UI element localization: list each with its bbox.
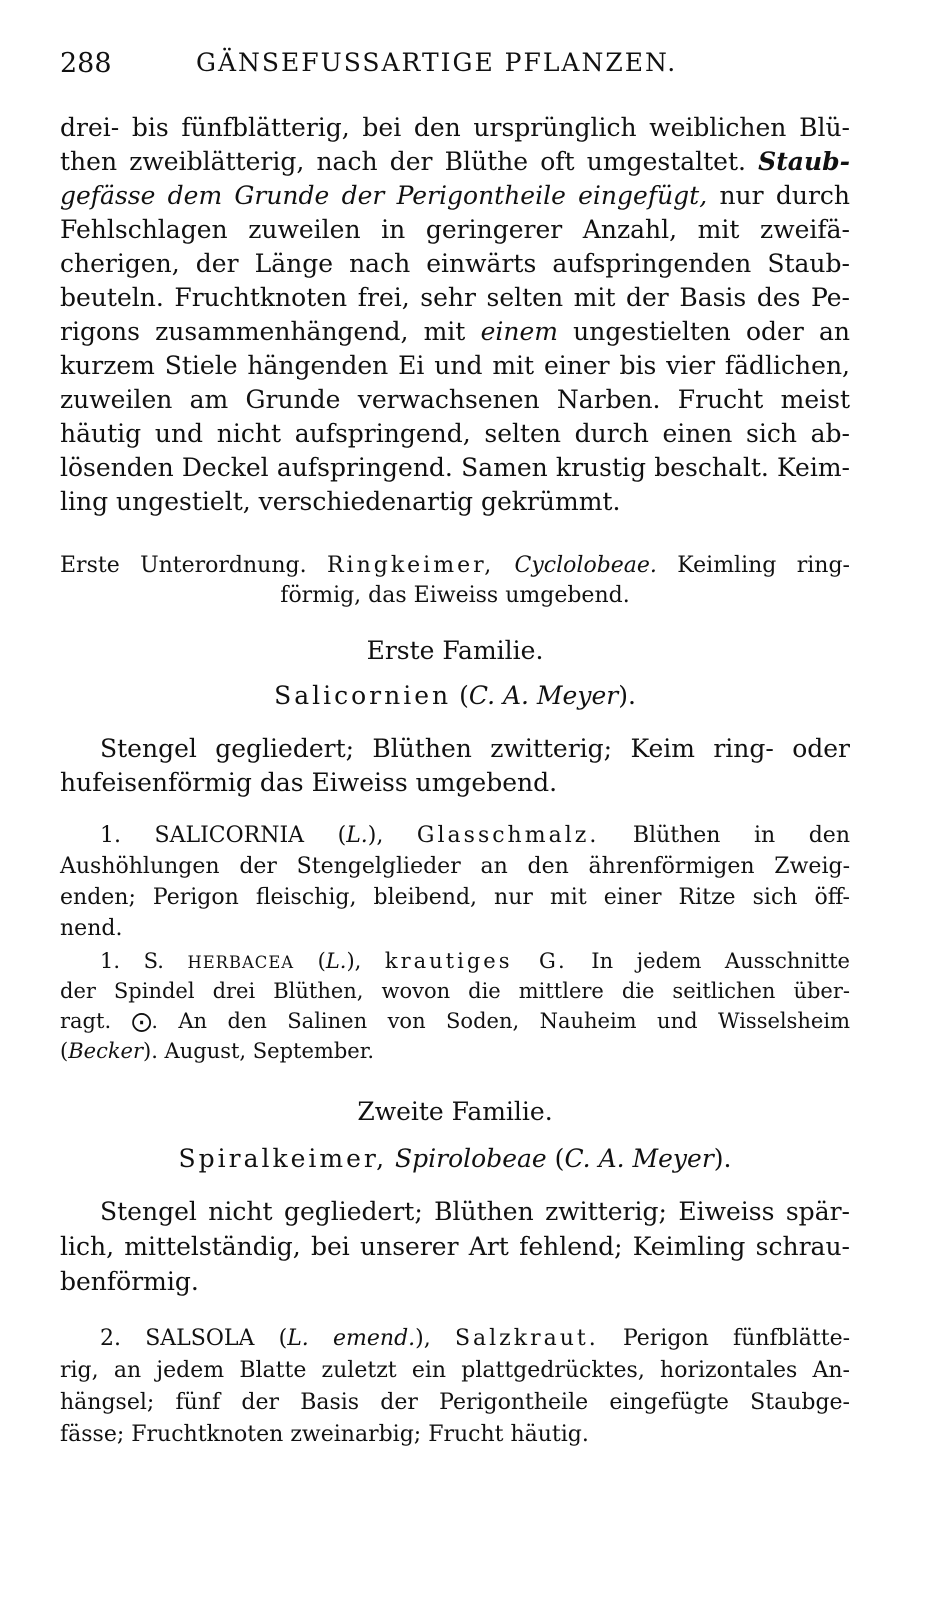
text-line: gefässe dem Grunde der Perigontheile eingefügt, nur durch [60,181,850,210]
text-line: Aushöhlungen der Stengelglieder an den ährenförmigen Zweig- [60,854,850,879]
text-line: beuteln. Fruchtknoten frei, sehr selten mit der Basis des Pe- [60,283,850,312]
text-line: then zweiblätterig, nach der Blüthe oft umgestaltet. Staub- [60,147,851,176]
text-line: Stengel nicht gegliedert; Blüthen zwitterig; Eiweiss spär- [100,1197,850,1226]
text-line: 1. S. HERBACEA (L.), krautiges G. In jedem Ausschnitte [100,949,850,973]
annual-symbol: ⨀. [131,1009,158,1033]
text-line: drei- bis fünfblätterig, bei den ursprünglich weiblichen Blü- [60,113,850,142]
text-line: ling ungestielt, verschiedenartig gekrümmt. [60,487,621,516]
text-line: rigons zusammenhängend, mit einem ungestielten oder an [60,317,850,346]
text-line: ragt. ⨀. An den Salinen von Soden, Nauheim und Wisselsheim [60,1009,850,1033]
text-line: enden; Perigon fleischig, bleibend, nur mit einer Ritze sich öff- [60,885,850,910]
family-name: Spiralkeimer, Spirolobeae (C. A. Meyer). [178,1144,732,1173]
text-line: zuweilen am Grunde verwachsenen Narben. Frucht meist [60,385,850,414]
text-line: fässe; Fruchtknoten zweinarbig; Frucht häutig. [60,1422,589,1447]
running-head [60,48,850,88]
text-line: häutig und nicht aufspringend, selten durch einen sich ab- [60,419,850,448]
text-line: benförmig. [60,1267,199,1296]
text-line: lich, mittelständig, bei unserer Art fehlend; Keimling schrau- [60,1232,850,1261]
family-name: Salicornien (C. A. Meyer). [274,681,636,710]
page-number: 288 [60,48,112,79]
text-line: rig, an jedem Blatte zuletzt ein plattgedrücktes, horizontales An- [60,1358,850,1383]
text-line: hängsel; fünf der Basis der Perigontheile eingefügte Staubge- [60,1390,850,1415]
text-line: 2. SALSOLA (L. emend.), Salzkraut. Perigon fünfblätte- [100,1326,851,1351]
text-line: (Becker). August, September. [60,1039,375,1063]
text-line: lösenden Deckel aufspringend. Samen krustig beschalt. Keim- [60,453,850,482]
text-line: 1. SALICORNIA (L.), Glasschmalz. Blüthen in den [100,823,850,848]
text-line: hufeisenförmig das Eiweiss umgebend. [60,768,558,797]
text-line: Erste Unterordnung. Ringkeimer, Cyclolobeae. Keimling ring- [60,553,850,578]
text-line: nend. [60,916,123,941]
family-heading: Erste Familie. [366,636,544,665]
text-line: der Spindel drei Blüthen, wovon die mittlere die seitlichen über- [60,979,850,1003]
running-title: GÄNSEFUSSARTIGE PFLANZEN. [196,48,678,77]
text-line: Stengel gegliedert; Blüthen zwitterig; Keim ring- oder [100,734,850,763]
text-line: kurzem Stiele hängenden Ei und mit einer bis vier fädlichen, [60,351,850,380]
text-line: förmig, das Eiweiss umgebend. [280,583,630,608]
family-heading: Zweite Familie. [357,1097,553,1126]
text-line: Fehlschlagen zuweilen in geringerer Anzahl, mit zweifä- [60,215,850,244]
text-line: cherigen, der Länge nach einwärts aufspringenden Staub- [60,249,850,278]
